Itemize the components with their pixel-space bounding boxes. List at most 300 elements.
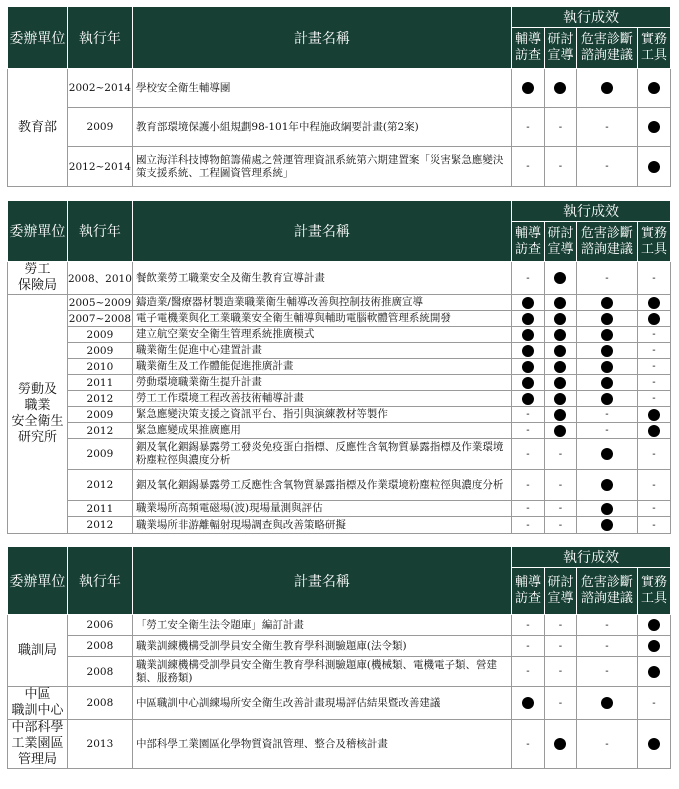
filled-dot-icon (522, 345, 534, 357)
result-cell (511, 470, 544, 501)
dash-mark: - (652, 479, 656, 491)
result-cell (637, 262, 670, 295)
header-col-1 (544, 222, 576, 262)
filled-dot-icon (601, 503, 613, 515)
filled-dot-icon (554, 313, 566, 325)
result-cell (576, 359, 637, 375)
result-cell (576, 343, 637, 359)
dash-mark: - (605, 121, 609, 133)
table-row (8, 375, 671, 391)
year-cell: 2008、2010 (67, 262, 132, 295)
result-cell (576, 470, 637, 501)
year-cell: 2008 (67, 636, 132, 657)
dash-mark: - (558, 448, 563, 460)
unit-line: 職訓局 (17, 642, 57, 658)
plan-name-cell: 中部科學工業園區化學物質資訊管理、整合及稽核計畫 (132, 720, 511, 769)
unit-cell (8, 262, 68, 295)
table-vocational (7, 546, 671, 769)
year-cell: 2009 (67, 343, 132, 359)
result-cell (637, 69, 670, 108)
dash-mark: - (558, 619, 563, 631)
result-cell (576, 615, 637, 636)
unit-line: 保險局 (17, 278, 57, 293)
filled-dot-icon (554, 738, 566, 750)
result-cell (637, 687, 670, 720)
result-cell (511, 439, 544, 470)
header-col-line: 訪查 (514, 48, 541, 63)
plan-name-cell: 職業訓練機構受訓學員安全衛生教育學科測驗題庫(機械類、電機電子類、營建類、服務類) (132, 657, 511, 687)
header-col-line: 實務 (640, 225, 667, 241)
dash-mark: - (526, 503, 530, 514)
header-col-line: 宣導 (547, 48, 574, 63)
result-cell (637, 343, 670, 359)
filled-dot-icon (648, 297, 660, 309)
header-col-line: 諮詢建議 (580, 48, 633, 63)
result-cell (511, 375, 544, 391)
header-results: 執行成效 (511, 547, 670, 568)
result-cell (576, 295, 637, 311)
header-col-line: 研討 (547, 32, 574, 47)
header-col-line: 輔導 (514, 225, 541, 241)
filled-dot-icon (648, 666, 660, 678)
unit-line: 工業園區 (11, 736, 64, 751)
filled-dot-icon (554, 393, 566, 405)
filled-dot-icon (601, 82, 613, 94)
result-cell (576, 439, 637, 470)
table-row (8, 391, 671, 407)
dash-mark: - (605, 640, 609, 652)
table-row (8, 423, 671, 439)
unit-line: 安全衛生 (11, 414, 64, 429)
table-row (8, 687, 671, 720)
header-name: 計畫名稱 (132, 547, 511, 615)
result-cell (511, 407, 544, 423)
result-cell (544, 108, 576, 147)
result-cell (511, 262, 544, 295)
dash-mark: - (605, 425, 609, 436)
dash-mark: - (652, 377, 656, 388)
year-cell: 2009 (67, 439, 132, 470)
dash-mark: - (526, 738, 530, 750)
filled-dot-icon (522, 297, 534, 309)
header-col-1 (544, 28, 576, 69)
header-col-line: 危害診斷 (580, 225, 633, 241)
result-cell (544, 720, 576, 769)
header-col-line: 危害診斷 (580, 32, 633, 47)
dash-mark: - (558, 121, 563, 133)
result-cell (544, 501, 576, 517)
filled-dot-icon (554, 329, 566, 341)
header-col-line: 輔導 (514, 575, 541, 590)
dash-mark: - (526, 479, 530, 491)
result-cell (511, 108, 544, 147)
result-cell (576, 720, 637, 769)
dash-mark: - (558, 503, 563, 514)
result-cell (637, 636, 670, 657)
plan-name-cell: 緊急應變決策支援之資訊平台、指引與演練教材等製作 (132, 407, 511, 423)
filled-dot-icon (601, 448, 613, 460)
dash-mark: - (652, 697, 656, 709)
result-cell (544, 407, 576, 423)
result-cell (576, 69, 637, 108)
dash-mark: - (526, 666, 530, 677)
dash-mark: - (652, 272, 656, 284)
unit-line: 研究所 (17, 430, 57, 445)
dash-mark: - (652, 448, 656, 460)
result-cell (576, 391, 637, 407)
year-cell: 2007~2008 (68, 312, 132, 325)
result-cell (511, 501, 544, 517)
result-cell (637, 439, 670, 470)
result-cell (576, 327, 637, 343)
result-cell (576, 108, 637, 147)
table-row (8, 517, 671, 534)
filled-dot-icon (554, 345, 566, 357)
result-cell (637, 311, 670, 327)
year-cell: 2002~2014 (67, 69, 132, 108)
plan-name-cell: 電子電機業與化工業職業安全衛生輔導與輔助電腦軟體管理系統開發 (132, 311, 511, 327)
year-cell: 2009 (67, 407, 132, 423)
table-row (8, 311, 671, 327)
result-cell (637, 470, 670, 501)
dash-mark: - (605, 666, 609, 677)
result-cell (544, 615, 576, 636)
header-col-line: 工具 (640, 591, 667, 606)
unit-cell (8, 615, 68, 687)
header-col-line: 諮詢建議 (580, 591, 633, 606)
plan-name-cell: 職業衛生促進中心建置計畫 (132, 343, 511, 359)
filled-dot-icon (554, 377, 566, 389)
table-row (8, 327, 671, 343)
year-cell: 2008 (67, 687, 132, 720)
filled-dot-icon (554, 409, 566, 421)
result-cell (511, 517, 544, 534)
result-cell (511, 615, 544, 636)
header-col-0 (511, 568, 544, 615)
header-unit: 委辦單位 (8, 7, 68, 69)
result-cell (576, 687, 637, 720)
unit-cell (8, 687, 68, 720)
plan-name-cell: 勞動環境職業衛生提升計畫 (132, 375, 511, 391)
filled-dot-icon (648, 409, 660, 421)
table-row (8, 439, 671, 470)
result-cell (511, 295, 544, 311)
table-row (8, 262, 671, 295)
result-cell (544, 375, 576, 391)
filled-dot-icon (601, 329, 613, 341)
plan-name-cell: 職業訓練機構受訓學員安全衛生教育學科測驗題庫(法令類) (132, 636, 511, 657)
plan-name-cell: 國立海洋科技博物館籌備處之營運管理資訊系統第六期建置案「災害緊急應變決策支援系統、工程圖資管理系統」 (132, 147, 511, 187)
dash-mark: - (526, 272, 530, 284)
dash-mark: - (652, 361, 656, 372)
header-col-line: 研討 (547, 225, 574, 241)
header-col-0 (511, 28, 544, 69)
header-col-2 (576, 222, 637, 262)
filled-dot-icon (601, 697, 613, 709)
result-cell (511, 391, 544, 407)
result-cell (544, 517, 576, 534)
year-cell: 2008 (67, 657, 132, 687)
table-row (8, 343, 671, 359)
unit-line: 中部科學 (11, 720, 64, 735)
result-cell (511, 423, 544, 439)
filled-dot-icon (601, 519, 613, 531)
year-cell: 2009 (67, 327, 132, 343)
dash-mark: - (652, 329, 656, 340)
header-col-line: 工具 (640, 48, 667, 63)
filled-dot-icon (554, 82, 566, 94)
result-cell (637, 359, 670, 375)
result-cell (576, 311, 637, 327)
unit-cell (8, 295, 68, 534)
table-row (8, 69, 671, 108)
header-col-3 (637, 568, 670, 615)
header-col-line: 危害診斷 (580, 575, 633, 590)
dash-mark: - (558, 640, 563, 652)
unit-line: 教育部 (17, 119, 57, 135)
result-cell (511, 636, 544, 657)
table-row (8, 295, 671, 311)
filled-dot-icon (522, 377, 534, 389)
table-row (8, 657, 671, 687)
dash-mark: - (558, 479, 563, 491)
unit-line: 職訓中心 (11, 703, 64, 718)
filled-dot-icon (648, 161, 660, 173)
year-cell: 2010 (67, 359, 132, 375)
result-cell (544, 439, 576, 470)
filled-dot-icon (601, 313, 613, 325)
unit-line: 中區 (24, 687, 51, 702)
dash-mark: - (526, 425, 530, 436)
result-cell (637, 147, 670, 187)
dash-mark: - (526, 121, 530, 133)
filled-dot-icon (648, 425, 660, 437)
dash-mark: - (526, 409, 530, 420)
dash-mark: - (526, 619, 530, 631)
header-results: 執行成效 (511, 201, 670, 222)
dash-mark: - (605, 619, 609, 631)
year-cell: 2011 (67, 375, 132, 391)
header-unit: 委辦單位 (8, 201, 68, 262)
result-cell (511, 327, 544, 343)
plan-name-cell: 勞工工作環境工程改善技術輔導計畫 (132, 391, 511, 407)
filled-dot-icon (648, 121, 660, 133)
unit-line: 職業 (24, 398, 51, 413)
result-cell (576, 407, 637, 423)
dash-mark: - (652, 519, 656, 531)
filled-dot-icon (554, 361, 566, 373)
dash-mark: - (526, 519, 530, 531)
result-cell (637, 517, 670, 534)
filled-dot-icon (522, 697, 534, 709)
header-results: 執行成效 (511, 7, 670, 28)
filled-dot-icon (522, 361, 534, 373)
header-col-line: 輔導 (514, 32, 541, 47)
table-row (8, 147, 671, 187)
filled-dot-icon (648, 619, 660, 631)
result-cell (544, 359, 576, 375)
filled-dot-icon (601, 377, 613, 389)
plan-name-cell: 學校安全衛生輔導團 (132, 69, 511, 108)
filled-dot-icon (648, 82, 660, 94)
table-row (8, 636, 671, 657)
result-cell (511, 69, 544, 108)
year-cell: 2013 (67, 720, 132, 769)
dash-mark: - (558, 519, 563, 531)
unit-line: 勞動及 (17, 382, 57, 397)
unit-cell (8, 720, 68, 769)
filled-dot-icon (554, 272, 566, 284)
result-cell (544, 470, 576, 501)
dash-mark: - (605, 409, 609, 420)
result-cell (511, 147, 544, 187)
filled-dot-icon (601, 361, 613, 373)
dash-mark: - (558, 161, 563, 172)
filled-dot-icon (522, 329, 534, 341)
table-education (7, 6, 671, 187)
dash-mark: - (605, 738, 609, 750)
dash-mark: - (526, 161, 530, 172)
filled-dot-icon (601, 345, 613, 357)
result-cell (511, 343, 544, 359)
header-year: 執行年 (67, 7, 132, 69)
result-cell (576, 636, 637, 657)
filled-dot-icon (554, 425, 566, 437)
header-col-3 (637, 222, 670, 262)
year-cell: 2006 (67, 615, 132, 636)
header-col-line: 宣導 (547, 241, 574, 257)
result-cell (637, 375, 670, 391)
dash-mark: - (526, 640, 530, 652)
plan-name-cell: 鑄造業/醫療器材製造業職業衛生輔導改善與控制技術推廣宣導 (132, 295, 511, 311)
filled-dot-icon (554, 297, 566, 309)
filled-dot-icon (648, 313, 660, 325)
header-col-0 (511, 222, 544, 262)
plan-name-cell: 教育部環境保護小組規劃98-101年中程施政綱要計畫(第2案) (132, 108, 511, 147)
header-unit: 委辦單位 (8, 547, 68, 615)
header-year: 執行年 (67, 547, 132, 615)
plan-name-cell: 職業場所高頻電磁場(波)現場量測與評估 (132, 501, 511, 517)
result-cell (511, 311, 544, 327)
result-cell (511, 359, 544, 375)
result-cell (576, 375, 637, 391)
result-cell (576, 517, 637, 534)
header-col-3 (637, 28, 670, 69)
year-cell: 2011 (67, 501, 132, 517)
header-col-line: 諮詢建議 (580, 241, 633, 257)
result-cell (637, 657, 670, 687)
header-col-1 (544, 568, 576, 615)
plan-name-cell: 建立航空業安全衛生管理系統推廣模式 (132, 327, 511, 343)
table-row (8, 720, 671, 769)
year-cell: 2012 (67, 470, 132, 501)
filled-dot-icon (648, 640, 660, 652)
result-cell (637, 391, 670, 407)
result-cell (544, 311, 576, 327)
header-col-line: 訪查 (514, 591, 541, 606)
result-cell (544, 423, 576, 439)
dash-mark: - (652, 345, 656, 356)
result-cell (544, 69, 576, 108)
dash-mark: - (558, 666, 563, 677)
dash-mark: - (526, 448, 530, 460)
result-cell (637, 615, 670, 636)
plan-name-cell: 銦及氧化銦錫暴露勞工反應性含氧物質暴露指標及作業環境粉塵粒徑與濃度分析 (132, 470, 511, 501)
plan-name-cell: 「勞工安全衛生法令題庫」編訂計畫 (132, 615, 511, 636)
result-cell (544, 327, 576, 343)
result-cell (637, 720, 670, 769)
result-cell (576, 147, 637, 187)
result-cell (544, 295, 576, 311)
plan-name-cell: 緊急應變成果推廣應用 (132, 423, 511, 439)
table-row (8, 501, 671, 517)
header-col-2 (576, 28, 637, 69)
result-cell (637, 108, 670, 147)
result-cell (576, 262, 637, 295)
result-cell (576, 423, 637, 439)
filled-dot-icon (601, 479, 613, 491)
result-cell (544, 636, 576, 657)
filled-dot-icon (522, 82, 534, 94)
table-labor (7, 200, 671, 534)
dash-mark: - (605, 272, 609, 284)
result-cell (544, 147, 576, 187)
table-row (8, 470, 671, 501)
result-cell (637, 295, 670, 311)
result-cell (637, 423, 670, 439)
dash-mark: - (558, 697, 563, 709)
dash-mark: - (652, 393, 656, 404)
result-cell (544, 343, 576, 359)
header-col-line: 實務 (640, 575, 667, 590)
result-cell (544, 657, 576, 687)
result-cell (637, 407, 670, 423)
plan-name-cell: 職業場所非游離輻射現場調查與改善策略研擬 (132, 517, 511, 534)
result-cell (576, 657, 637, 687)
result-cell (511, 687, 544, 720)
year-cell: 2009 (67, 108, 132, 147)
plan-name-cell: 銦及氧化銦錫暴露勞工發炎免疫蛋白指標、反應性含氧物質暴露指標及作業環境粉塵粒徑與濃度分析 (132, 439, 511, 470)
dash-mark: - (652, 503, 656, 514)
result-cell (511, 720, 544, 769)
table-row (8, 615, 671, 636)
header-year: 執行年 (67, 201, 132, 262)
unit-line: 勞工 (24, 262, 51, 277)
result-cell (544, 687, 576, 720)
filled-dot-icon (522, 313, 534, 325)
header-col-line: 訪查 (514, 241, 541, 257)
header-col-line: 研討 (547, 575, 574, 590)
header-col-line: 宣導 (547, 591, 574, 606)
year-cell: 2012 (67, 517, 132, 534)
year-cell: 2005~2009 (68, 296, 132, 309)
result-cell (511, 657, 544, 687)
table-row (8, 108, 671, 147)
plan-name-cell: 職業衛生及工作體能促進推廣計畫 (132, 359, 511, 375)
plan-name-cell: 中區職訓中心訓練場所安全衛生改善計畫現場評估結果暨改善建議 (132, 687, 511, 720)
filled-dot-icon (648, 738, 660, 750)
header-col-line: 實務 (640, 32, 667, 47)
filled-dot-icon (601, 393, 613, 405)
plan-name-cell: 餐飲業勞工職業安全及衛生教育宣導計畫 (132, 262, 511, 295)
header-name: 計畫名稱 (132, 7, 511, 69)
year-cell: 2012~2014 (67, 147, 132, 187)
header-col-line: 工具 (640, 241, 667, 257)
header-col-2 (576, 568, 637, 615)
unit-line: 管理局 (17, 752, 57, 767)
year-cell: 2012 (67, 423, 132, 439)
result-cell (637, 327, 670, 343)
